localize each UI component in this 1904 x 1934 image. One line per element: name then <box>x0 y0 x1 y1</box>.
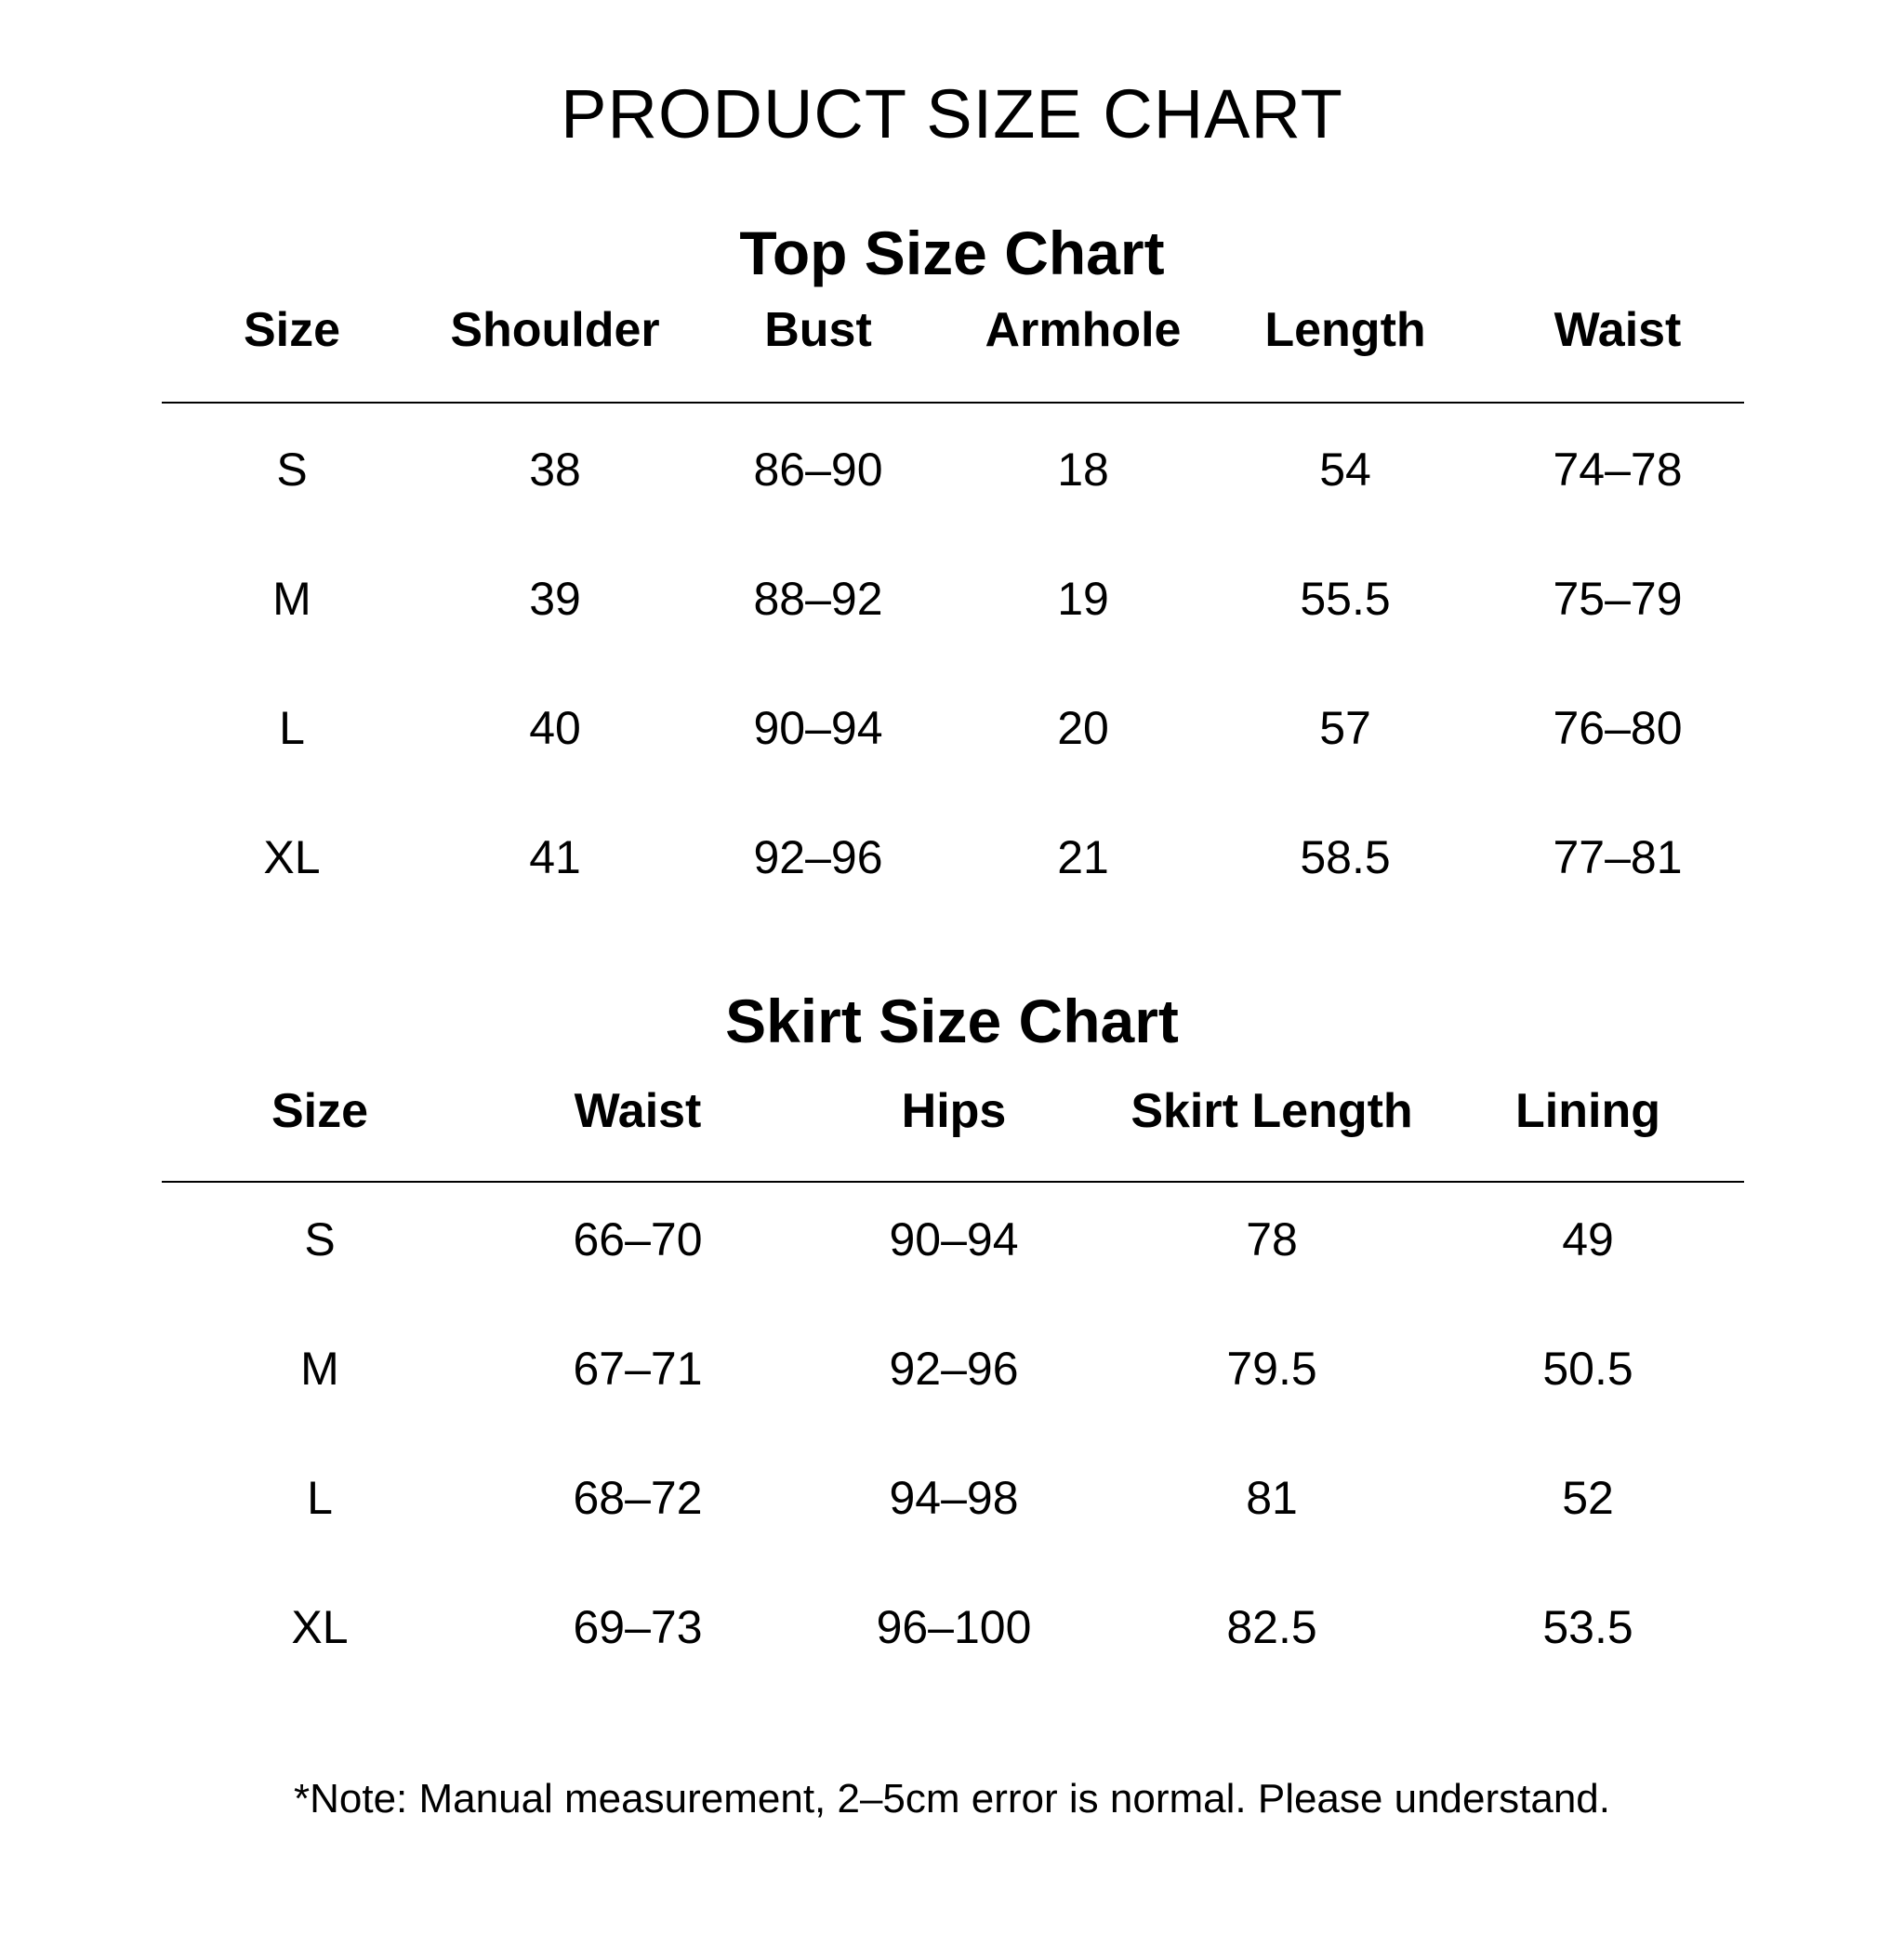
table-cell: 66–70 <box>573 1213 703 1265</box>
table-cell: 86–90 <box>753 444 883 496</box>
table-cell: 78 <box>1246 1213 1298 1265</box>
table-cell: L <box>307 1472 333 1524</box>
table-cell: 88–92 <box>753 573 883 625</box>
table-cell: M <box>300 1343 339 1395</box>
table-cell: 38 <box>529 444 581 496</box>
table-cell: L <box>279 702 305 754</box>
table-cell: S <box>276 444 308 496</box>
table-cell: 76–80 <box>1553 702 1683 754</box>
table-cell: 52 <box>1562 1472 1614 1524</box>
table-cell: 53.5 <box>1542 1601 1633 1653</box>
table-cell: 96–100 <box>876 1601 1032 1653</box>
column-header: Size <box>271 1084 369 1138</box>
top-table-header-rule <box>162 402 1744 404</box>
measurement-note: *Note: Manual measurement, 2–5cm error is normal. Please understand. <box>293 1776 1610 1821</box>
table-cell: XL <box>291 1601 349 1653</box>
table-cell: 39 <box>529 573 581 625</box>
table-cell: 40 <box>529 702 581 754</box>
table-cell: 41 <box>529 831 581 883</box>
table-cell: 77–81 <box>1553 831 1683 883</box>
table-cell: 18 <box>1057 444 1109 496</box>
table-cell: 92–96 <box>889 1343 1019 1395</box>
table-cell: S <box>304 1213 336 1265</box>
page-title: PRODUCT SIZE CHART <box>561 75 1343 152</box>
column-header: Armhole <box>985 303 1182 357</box>
skirt-chart-title: Skirt Size Chart <box>725 987 1179 1055</box>
table-cell: 21 <box>1057 831 1109 883</box>
table-cell: 90–94 <box>753 702 883 754</box>
column-header: Waist <box>1554 303 1682 357</box>
column-header: Length <box>1264 303 1426 357</box>
table-cell: 58.5 <box>1300 831 1391 883</box>
table-cell: 20 <box>1057 702 1109 754</box>
table-cell: 82.5 <box>1226 1601 1317 1653</box>
column-header: Shoulder <box>450 303 660 357</box>
table-cell: 68–72 <box>573 1472 703 1524</box>
table-cell: 69–73 <box>573 1601 703 1653</box>
table-cell: 57 <box>1319 702 1371 754</box>
top-chart-title: Top Size Chart <box>739 219 1165 287</box>
column-header: Lining <box>1515 1084 1660 1138</box>
table-cell: 19 <box>1057 573 1109 625</box>
column-header: Hips <box>901 1084 1007 1138</box>
table-cell: 92–96 <box>753 831 883 883</box>
skirt-table-header-rule <box>162 1181 1744 1183</box>
table-cell: M <box>272 573 311 625</box>
table-cell: 54 <box>1319 444 1371 496</box>
column-header: Skirt Length <box>1130 1084 1413 1138</box>
column-header: Size <box>243 303 341 357</box>
table-cell: XL <box>263 831 321 883</box>
column-header: Bust <box>764 303 872 357</box>
table-cell: 74–78 <box>1553 444 1683 496</box>
table-cell: 94–98 <box>889 1472 1019 1524</box>
table-cell: 75–79 <box>1553 573 1683 625</box>
table-cell: 49 <box>1562 1213 1614 1265</box>
table-cell: 90–94 <box>889 1213 1019 1265</box>
column-header: Waist <box>574 1084 702 1138</box>
table-cell: 79.5 <box>1226 1343 1317 1395</box>
table-cell: 67–71 <box>573 1343 703 1395</box>
table-cell: 55.5 <box>1300 573 1391 625</box>
table-cell: 50.5 <box>1542 1343 1633 1395</box>
table-cell: 81 <box>1246 1472 1298 1524</box>
